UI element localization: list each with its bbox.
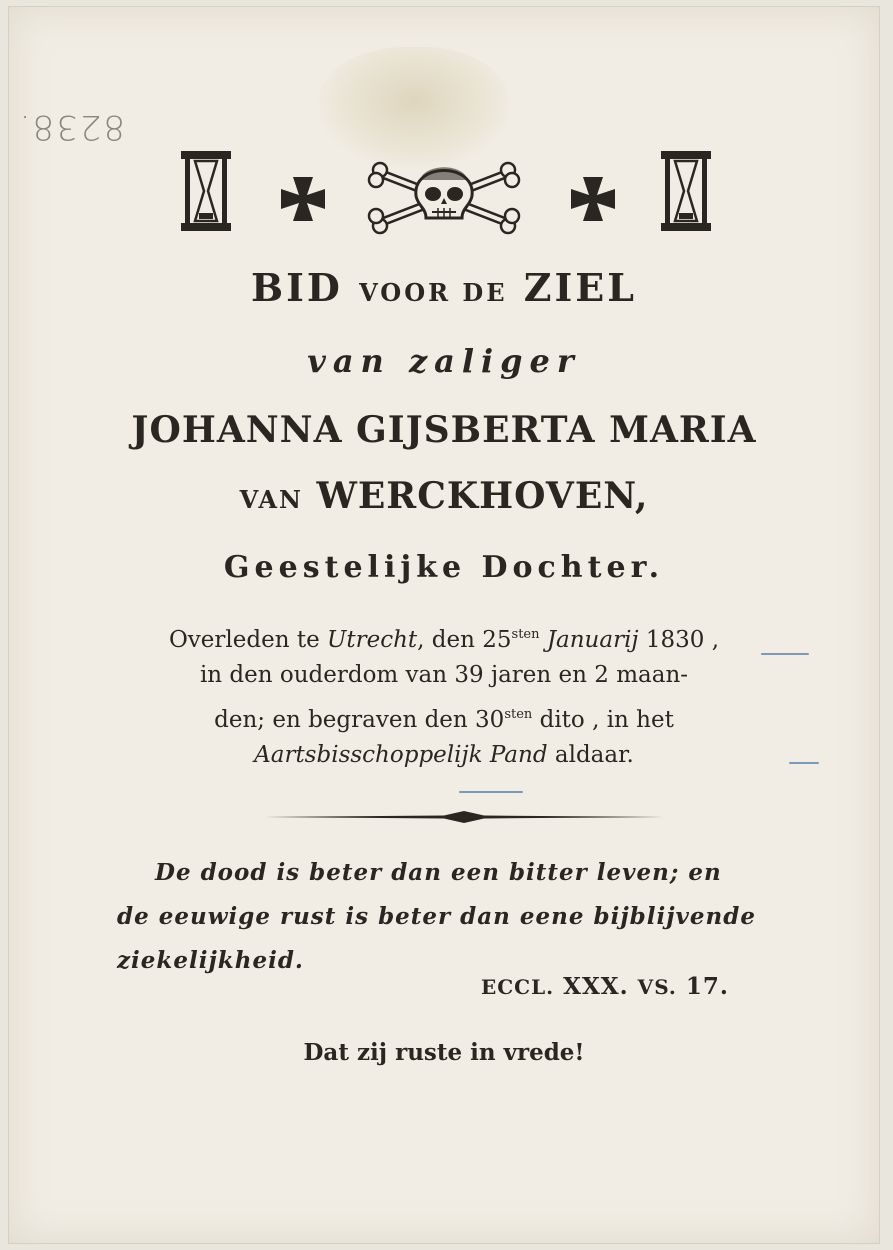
heading-bid-line	[9, 265, 879, 310]
cross-pattee-icon	[281, 177, 325, 221]
pen-mark	[761, 653, 809, 655]
inventory-number: 8238.	[17, 107, 125, 147]
body-line-4	[9, 735, 879, 775]
hourglass-icon	[181, 151, 231, 231]
surname: WERCKHOVEN,	[316, 475, 649, 517]
surname-prefix: VAN	[239, 485, 303, 514]
closing-blessing: Dat zij ruste in vrede!	[303, 1039, 585, 1066]
body-text: aldaar.	[547, 742, 634, 768]
place-of-death: Utrecht	[327, 627, 418, 653]
body-line-1	[9, 615, 879, 660]
cross-pattee-icon	[571, 177, 615, 221]
hourglass-icon	[661, 151, 711, 231]
heading-bid: BID	[251, 265, 343, 310]
body-line-2: in den ouderdom van 39 jaren en 2 maan-	[199, 662, 689, 688]
prayer-card	[8, 6, 880, 1244]
heading-voor-de: VOOR DE	[359, 278, 508, 307]
scripture-quote-line-2: de eeuwige rust is beter dan eene bijblijvende	[117, 903, 756, 930]
verse-abbrev: VS.	[637, 975, 677, 999]
body-text: , den 25	[417, 627, 512, 653]
scripture-quote-line-1: De dood is beter dan een bitter leven; en	[155, 859, 722, 886]
body-line-3	[9, 695, 879, 740]
ordinal-suffix: sten	[504, 707, 533, 722]
deceased-surname-line	[9, 475, 879, 517]
scripture-quote-line-3: ziekelijkheid.	[117, 947, 304, 974]
scripture-reference	[481, 973, 729, 1000]
year-of-death: 1830 ,	[638, 627, 720, 653]
body-text: den; en begraven den 30	[214, 707, 505, 733]
month-of-death: Januarij	[546, 627, 639, 653]
religious-title: Geestelijke Dochter.	[223, 550, 665, 585]
deceased-given-names: JOHANNA GIJSBERTA MARIA	[131, 409, 757, 451]
chapter: XXX.	[554, 973, 638, 1000]
heading-ziel: ZIEL	[523, 265, 637, 310]
pen-mark	[789, 762, 819, 764]
ornament-row	[9, 147, 879, 247]
divider-ornament	[264, 807, 664, 827]
ordinal-suffix: sten	[511, 627, 540, 642]
pen-mark	[459, 791, 523, 793]
verse: 17.	[676, 973, 729, 1000]
skull-and-crossbones-icon	[369, 163, 519, 233]
book-abbrev: ECCL.	[481, 975, 555, 999]
burial-place: Aartsbisschoppelijk Pand	[254, 742, 548, 768]
heading-van-zaliger: van zaliger	[307, 342, 581, 380]
body-text: Overleden te	[168, 627, 327, 653]
body-text: dito , in het	[532, 707, 674, 733]
